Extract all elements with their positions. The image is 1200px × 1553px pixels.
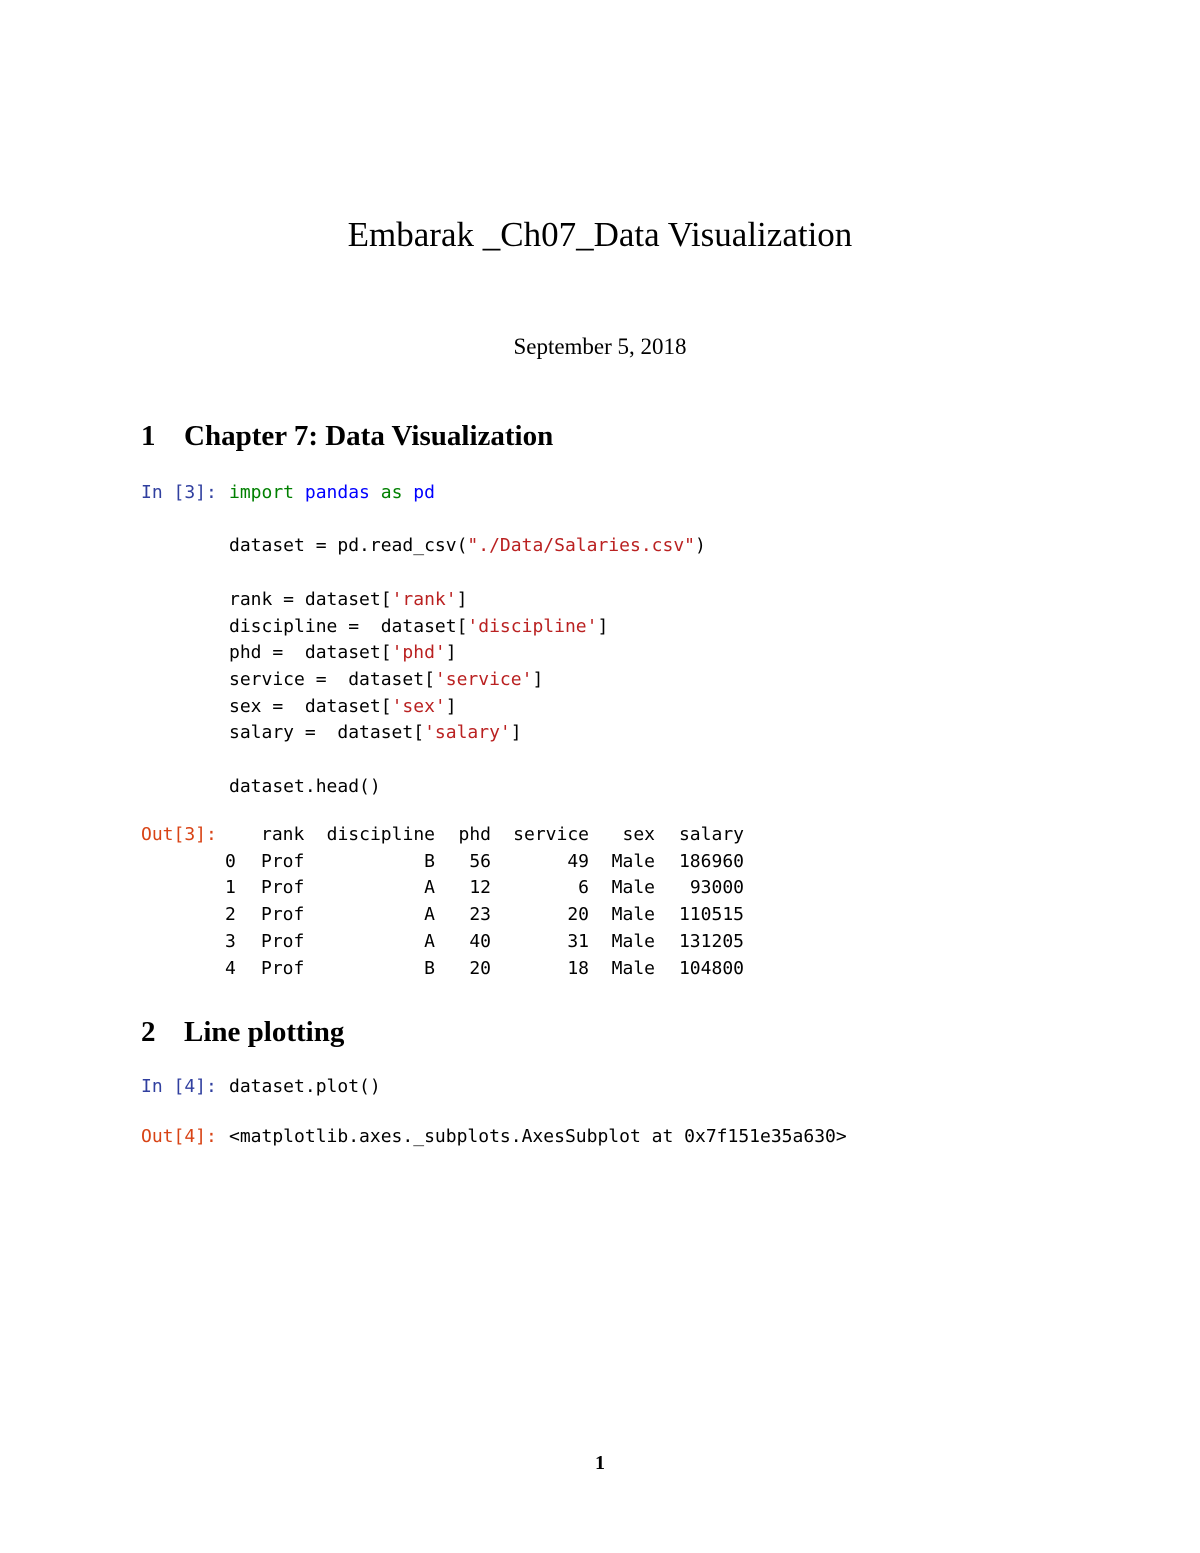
- table-cell: 12: [469, 877, 491, 899]
- section-heading-line-plotting: [141, 1016, 344, 1049]
- code-line-import: [229, 480, 706, 507]
- table-cell: 110515: [678, 904, 744, 926]
- table-header-cell: rank: [261, 824, 305, 845]
- table-header-cell: phd: [458, 824, 491, 845]
- table-cell: 40: [469, 930, 491, 952]
- table-cell-index: 1: [225, 877, 236, 899]
- table-cell: 20: [469, 957, 491, 979]
- code-line-head: dataset.head(): [229, 775, 381, 797]
- table-cell: 20: [567, 904, 589, 926]
- code-line-assign-rank: rank = dataset['rank']: [229, 588, 468, 610]
- table-cell: 104800: [678, 957, 744, 979]
- output-text-4: <matplotlib.axes._subplots.AxesSubplot at 0x7f151e35a630>: [229, 1126, 847, 1147]
- table-header-cell: salary: [678, 824, 744, 845]
- table-cell: A: [424, 930, 435, 952]
- table-cell: 18: [567, 957, 589, 979]
- table-cell: 131205: [678, 930, 744, 952]
- table-cell: B: [424, 850, 435, 872]
- code-line-assign-salary: salary = dataset['salary']: [229, 722, 522, 744]
- table-cell: Male: [611, 904, 655, 926]
- document-title: Embarak _Ch07_Data Visualization: [347, 215, 853, 254]
- table-header-index: [225, 822, 261, 849]
- table-cell: 49: [567, 850, 589, 872]
- table-cell: Prof: [261, 850, 305, 872]
- output-prompt-4: Out[4]:: [141, 1126, 217, 1147]
- table-cell: Male: [611, 877, 655, 899]
- table-cell-index: 0: [225, 850, 236, 872]
- table-row: [225, 849, 744, 876]
- section-heading-chapter: [141, 420, 553, 453]
- table-cell: 186960: [678, 850, 744, 872]
- code-line-assign-service: service = dataset['service']: [229, 668, 544, 690]
- table-cell: Prof: [261, 877, 305, 899]
- table-cell-index: 2: [225, 904, 236, 926]
- table-header-cell: service: [513, 824, 589, 845]
- page-number: 1: [595, 1452, 605, 1474]
- section-title: Line plotting: [184, 1016, 345, 1048]
- section-number: 1: [141, 420, 156, 452]
- table-cell: A: [424, 877, 435, 899]
- code-cell-4[interactable]: dataset.plot(): [229, 1076, 381, 1097]
- input-prompt-4: In [4]:: [141, 1076, 217, 1097]
- table-cell: 56: [469, 850, 491, 872]
- keyword-import: import: [229, 482, 295, 503]
- code-line-read-csv: dataset = pd.read_csv("./Data/Salaries.csv"): [229, 535, 706, 557]
- document-date: September 5, 2018: [513, 334, 687, 359]
- module-name: pandas: [304, 482, 370, 503]
- table-cell: Prof: [261, 930, 305, 952]
- table-cell: Male: [611, 850, 655, 872]
- table-cell: Prof: [261, 957, 305, 979]
- keyword-as: as: [380, 482, 403, 503]
- table-row: [225, 929, 744, 956]
- code-line-assign-discipline: discipline = dataset['discipline']: [229, 615, 609, 637]
- table-cell: Male: [611, 957, 655, 979]
- section-title: Chapter 7: Data Visualization: [184, 420, 554, 452]
- table-header-row: [225, 822, 744, 849]
- code-line-assign-sex: sex = dataset['sex']: [229, 695, 457, 717]
- dataframe-output-table: [225, 822, 744, 982]
- table-cell-index: 4: [225, 957, 236, 979]
- table-row: [225, 875, 744, 902]
- section-number: 2: [141, 1016, 156, 1048]
- table-cell: 6: [578, 877, 589, 899]
- table-cell-index: 3: [225, 930, 236, 952]
- input-prompt-3: In [3]:: [141, 482, 217, 503]
- table-cell: Prof: [261, 904, 305, 926]
- table-row: [225, 956, 744, 983]
- table-row: [225, 902, 744, 929]
- table-cell: 23: [469, 904, 491, 926]
- table-cell: 93000: [689, 877, 744, 899]
- table-header-cell: discipline: [326, 824, 435, 845]
- table-cell: B: [424, 957, 435, 979]
- code-line-assign-phd: phd = dataset['phd']: [229, 642, 457, 664]
- table-cell: 31: [567, 930, 589, 952]
- table-cell: Male: [611, 930, 655, 952]
- table-header-cell: sex: [622, 824, 655, 845]
- module-alias: pd: [413, 482, 435, 503]
- code-cell-3[interactable]: [229, 480, 706, 800]
- output-prompt-3: Out[3]:: [141, 824, 217, 845]
- table-cell: A: [424, 904, 435, 926]
